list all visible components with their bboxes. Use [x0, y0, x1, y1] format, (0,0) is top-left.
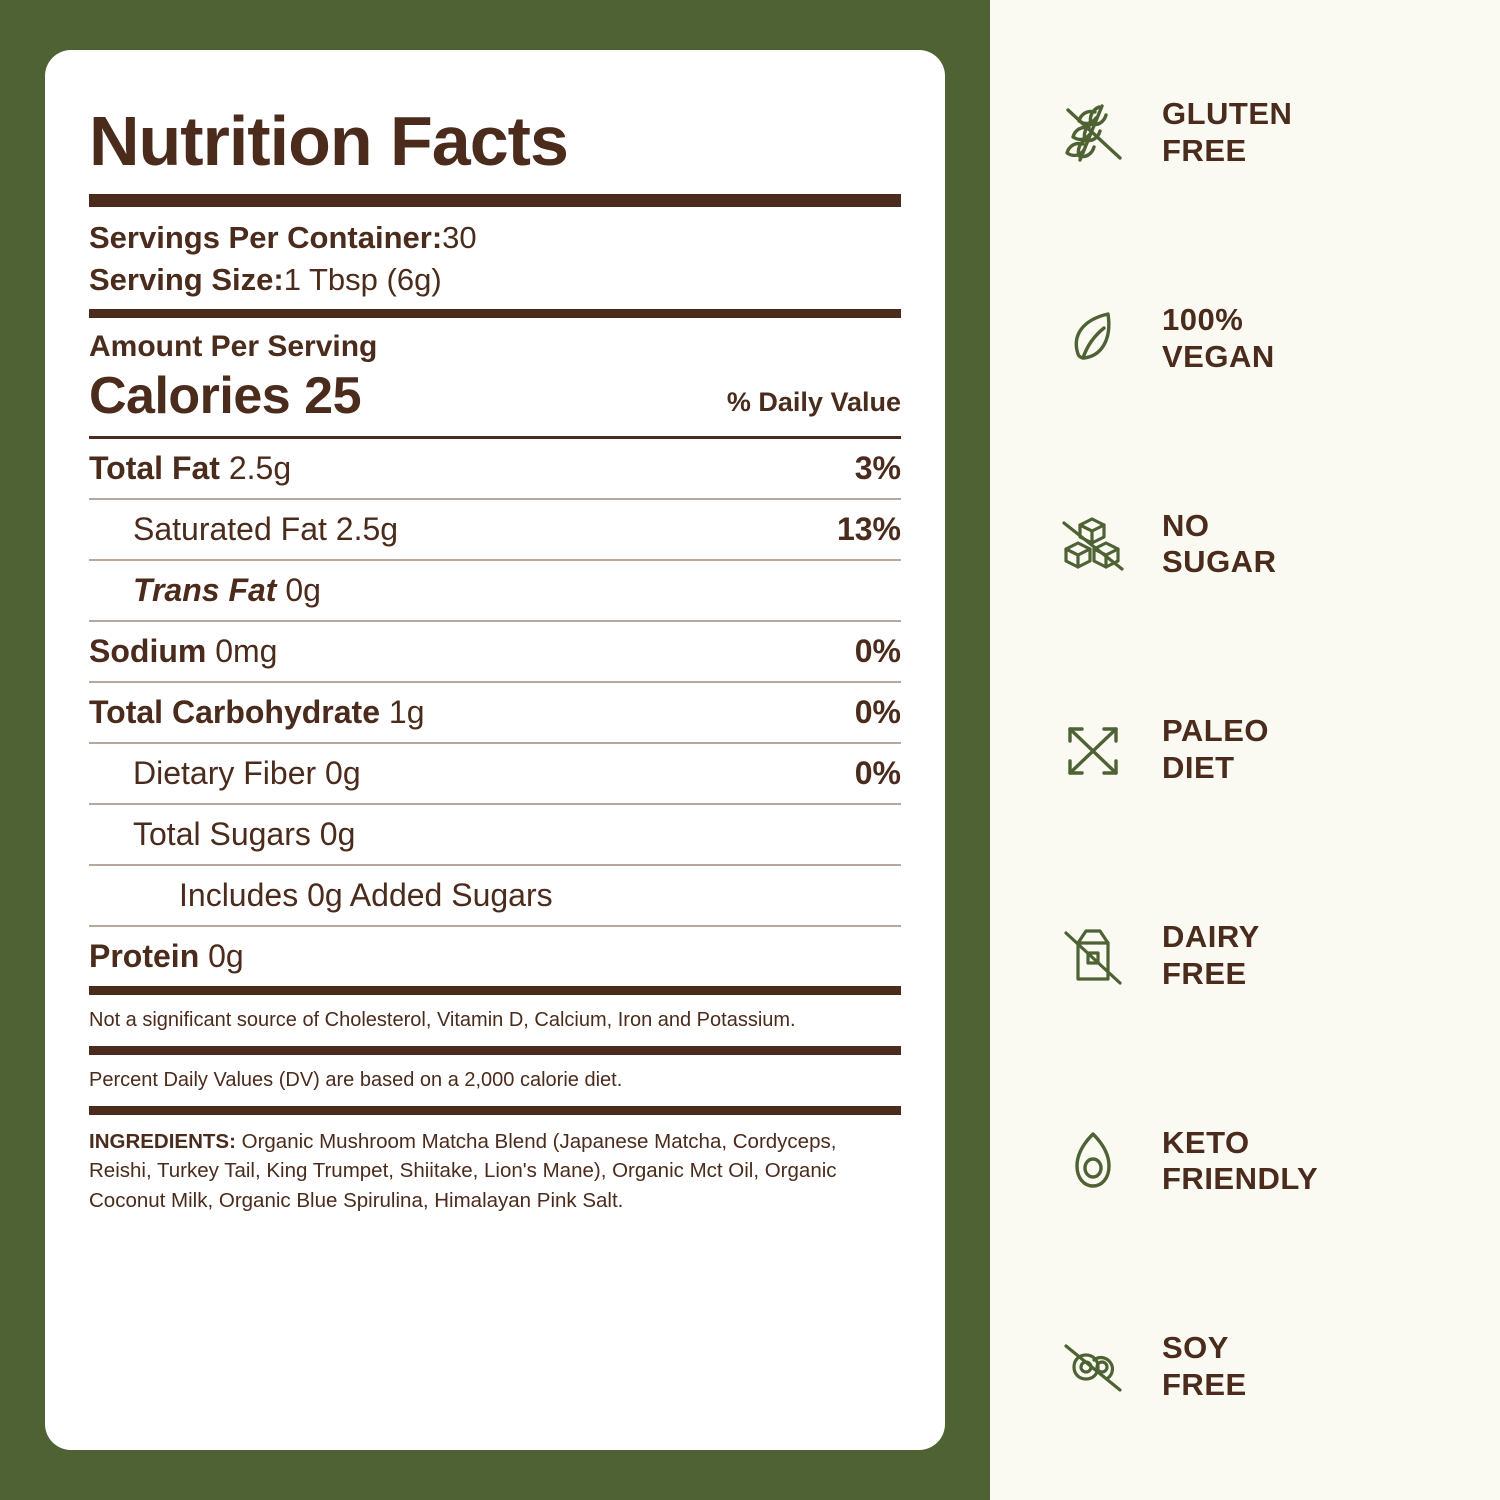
nutrient-label [133, 816, 355, 853]
nutrient-name: Protein [89, 937, 200, 974]
divider-med-servings [89, 309, 901, 318]
nutrient-amount: 0g [285, 571, 321, 608]
badge-line2: FREE [1162, 133, 1247, 168]
badge-paleo-diet [1050, 675, 1470, 825]
ingredients-label: INGREDIENTS: [89, 1129, 236, 1153]
soy-pod-crossed-icon [1050, 1324, 1136, 1410]
nutrient-dv: 0% [854, 693, 901, 730]
calories-value: 25 [304, 366, 362, 425]
badges-panel [990, 0, 1500, 1500]
divider-thick-top [89, 194, 901, 207]
nutrient-label [89, 938, 244, 975]
badge-line1: PALEO [1162, 713, 1269, 749]
table-row [89, 561, 901, 620]
table-row [89, 622, 901, 681]
amount-per-serving-label: Amount Per Serving [89, 329, 378, 363]
nutrient-amount: 0g [325, 754, 361, 791]
divider-med-note [89, 1046, 901, 1055]
nutrition-facts-card [45, 50, 945, 1450]
daily-value-header: % Daily Value [726, 386, 901, 417]
calories-label: Calories [89, 366, 291, 425]
serving-size-label: Serving Size: [89, 261, 284, 297]
nutrient-dv: 0% [854, 754, 901, 791]
servings-block [89, 207, 901, 309]
nutrient-dv: 13% [836, 510, 901, 547]
table-row [89, 866, 901, 925]
table-row [89, 744, 901, 803]
badge-vegan [1050, 264, 1470, 414]
nutrient-name: Total Carbohydrate [89, 693, 380, 730]
badge-line2: FRIENDLY [1162, 1161, 1319, 1197]
nutrient-label [133, 755, 361, 792]
badge-soy-free [1050, 1292, 1470, 1442]
badge-line1: SOY [1162, 1330, 1229, 1366]
badge-line1: KETO [1162, 1124, 1250, 1160]
ingredients-block [89, 1115, 901, 1216]
badge-line1: 100% [1162, 302, 1244, 338]
nutrient-amount: 0mg [215, 632, 278, 669]
badge-line2: SUGAR [1162, 544, 1277, 580]
ingredients-text: Organic Mushroom Matcha Blend (Japanese Matcha, Cordyceps, Reishi, Turkey Tail, King Trumpet, Shiitake, Lion's Mane), Organic Mct Oil, Organic Coconut Milk, Organic Blue Spirulina, Himalayan Pink Salt. [89, 1129, 837, 1213]
table-row [89, 683, 901, 742]
badge-line1: NO [1162, 507, 1210, 543]
milk-carton-crossed-icon [1050, 913, 1136, 999]
serving-size-line [89, 259, 901, 301]
badge-label [1162, 919, 1260, 992]
nutrient-dv: 0% [854, 632, 901, 669]
nutrient-name: Includes 0g Added Sugars [179, 876, 553, 913]
table-row [89, 500, 901, 559]
leaf-icon [1050, 296, 1136, 382]
crossed-arrows-icon [1050, 707, 1136, 793]
nutrient-label [179, 877, 553, 914]
badge-no-sugar [1050, 469, 1470, 619]
servings-per-container-line [89, 217, 901, 259]
nutrient-dv: 3% [854, 449, 901, 486]
nutrient-name: Dietary Fiber [133, 754, 317, 791]
sugar-cubes-crossed-icon [1050, 501, 1136, 587]
divider-med-protein [89, 986, 901, 995]
badge-line2: FREE [1162, 955, 1247, 991]
divider-med-ingredients [89, 1106, 901, 1115]
nutrient-label [133, 511, 398, 548]
nutrient-name: Trans Fat [133, 571, 277, 608]
nutrient-amount: 2.5g [228, 449, 292, 486]
calories-label-value [89, 366, 361, 426]
nutrient-name: Total Sugars [133, 815, 311, 852]
nutrient-label [133, 572, 321, 609]
badge-label [1162, 1125, 1318, 1198]
badge-line2: FREE [1162, 1366, 1247, 1402]
nutrient-amount: 0g [319, 815, 356, 852]
nutrient-label [89, 633, 277, 670]
nutrient-label [89, 450, 291, 487]
badge-line1: GLUTEN [1162, 96, 1293, 132]
nutrient-amount: 1g [388, 693, 425, 730]
not-significant-note: Not a significant source of Cholesterol, Vitamin D, Calcium, Iron and Potassium. [89, 1008, 796, 1031]
nutrient-amount: 0g [208, 937, 244, 974]
badge-label [1162, 508, 1276, 581]
badge-dairy-free [1050, 881, 1470, 1031]
badge-line2: VEGAN [1162, 338, 1275, 374]
badge-keto-friendly [1050, 1086, 1470, 1236]
servings-per-container-label: Servings Per Container: [89, 220, 443, 255]
badge-label [1162, 1330, 1247, 1403]
badge-label [1162, 713, 1269, 786]
nutrient-name: Sodium [89, 632, 207, 669]
wheat-crossed-icon [1050, 90, 1136, 176]
servings-per-container-value: 30 [442, 220, 477, 255]
badge-label [1162, 96, 1292, 169]
table-row [89, 439, 901, 498]
badge-gluten-free [1050, 58, 1470, 208]
badge-line2: DIET [1162, 749, 1235, 785]
serving-size-value: 1 Tbsp (6g) [283, 261, 442, 297]
table-row [89, 805, 901, 864]
nutrient-amount: 2.5g [335, 510, 399, 547]
nutrient-name: Total Fat [89, 449, 220, 486]
daily-value-note: Percent Daily Values (DV) are based on a 2,000 calorie diet. [89, 1068, 623, 1091]
avocado-icon [1050, 1118, 1136, 1204]
badge-label [1162, 302, 1275, 375]
table-row [89, 927, 901, 986]
nutrient-name: Saturated Fat [133, 510, 327, 547]
badge-line1: DAIRY [1162, 919, 1260, 955]
nutrient-label [89, 694, 424, 731]
page-title: Nutrition Facts [89, 102, 568, 180]
calories-row [89, 366, 901, 436]
